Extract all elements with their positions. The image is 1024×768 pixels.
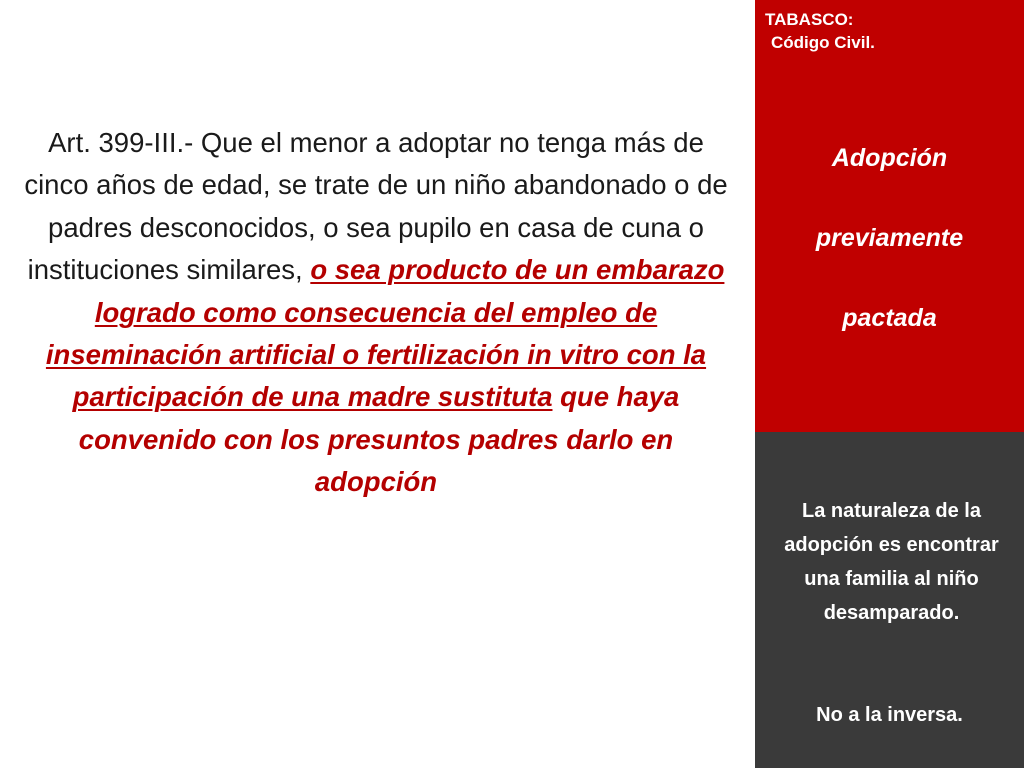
- topic-title: [755, 138, 1024, 338]
- sidebar-note-panel: [755, 432, 1024, 768]
- sidebar-topic-panel: [755, 0, 1024, 432]
- topic-line: Adopción: [831, 144, 948, 172]
- source-reference: [765, 8, 875, 54]
- source-code: Código Civil.: [771, 33, 875, 52]
- article-intro: Art. 399-III.- Que el menor a adoptar no tenga más de cinco años de edad, se trate de un niño abandonado o de padres desconocidos, o sea pupilo en casa de cuna o instituciones similares,: [24, 127, 728, 286]
- source-state: TABASCO:: [765, 10, 854, 29]
- article-emphasis-underlined: o sea producto de un embarazo logrado como consecuencia del empleo de inseminación artificial o fertilización in vitro con la participación de una madre sustituta: [45, 254, 725, 413]
- closing-note: No a la inversa.: [816, 704, 963, 726]
- adoption-note: La naturaleza de la adopción es encontrar una familia al niño desamparado.: [784, 500, 999, 624]
- topic-line: pactada: [842, 304, 937, 332]
- topic-line: previamente: [815, 224, 964, 252]
- article-text: [18, 122, 734, 504]
- article-emphasis-tail: que haya convenido con los presuntos padres darlo en adopción: [78, 381, 680, 498]
